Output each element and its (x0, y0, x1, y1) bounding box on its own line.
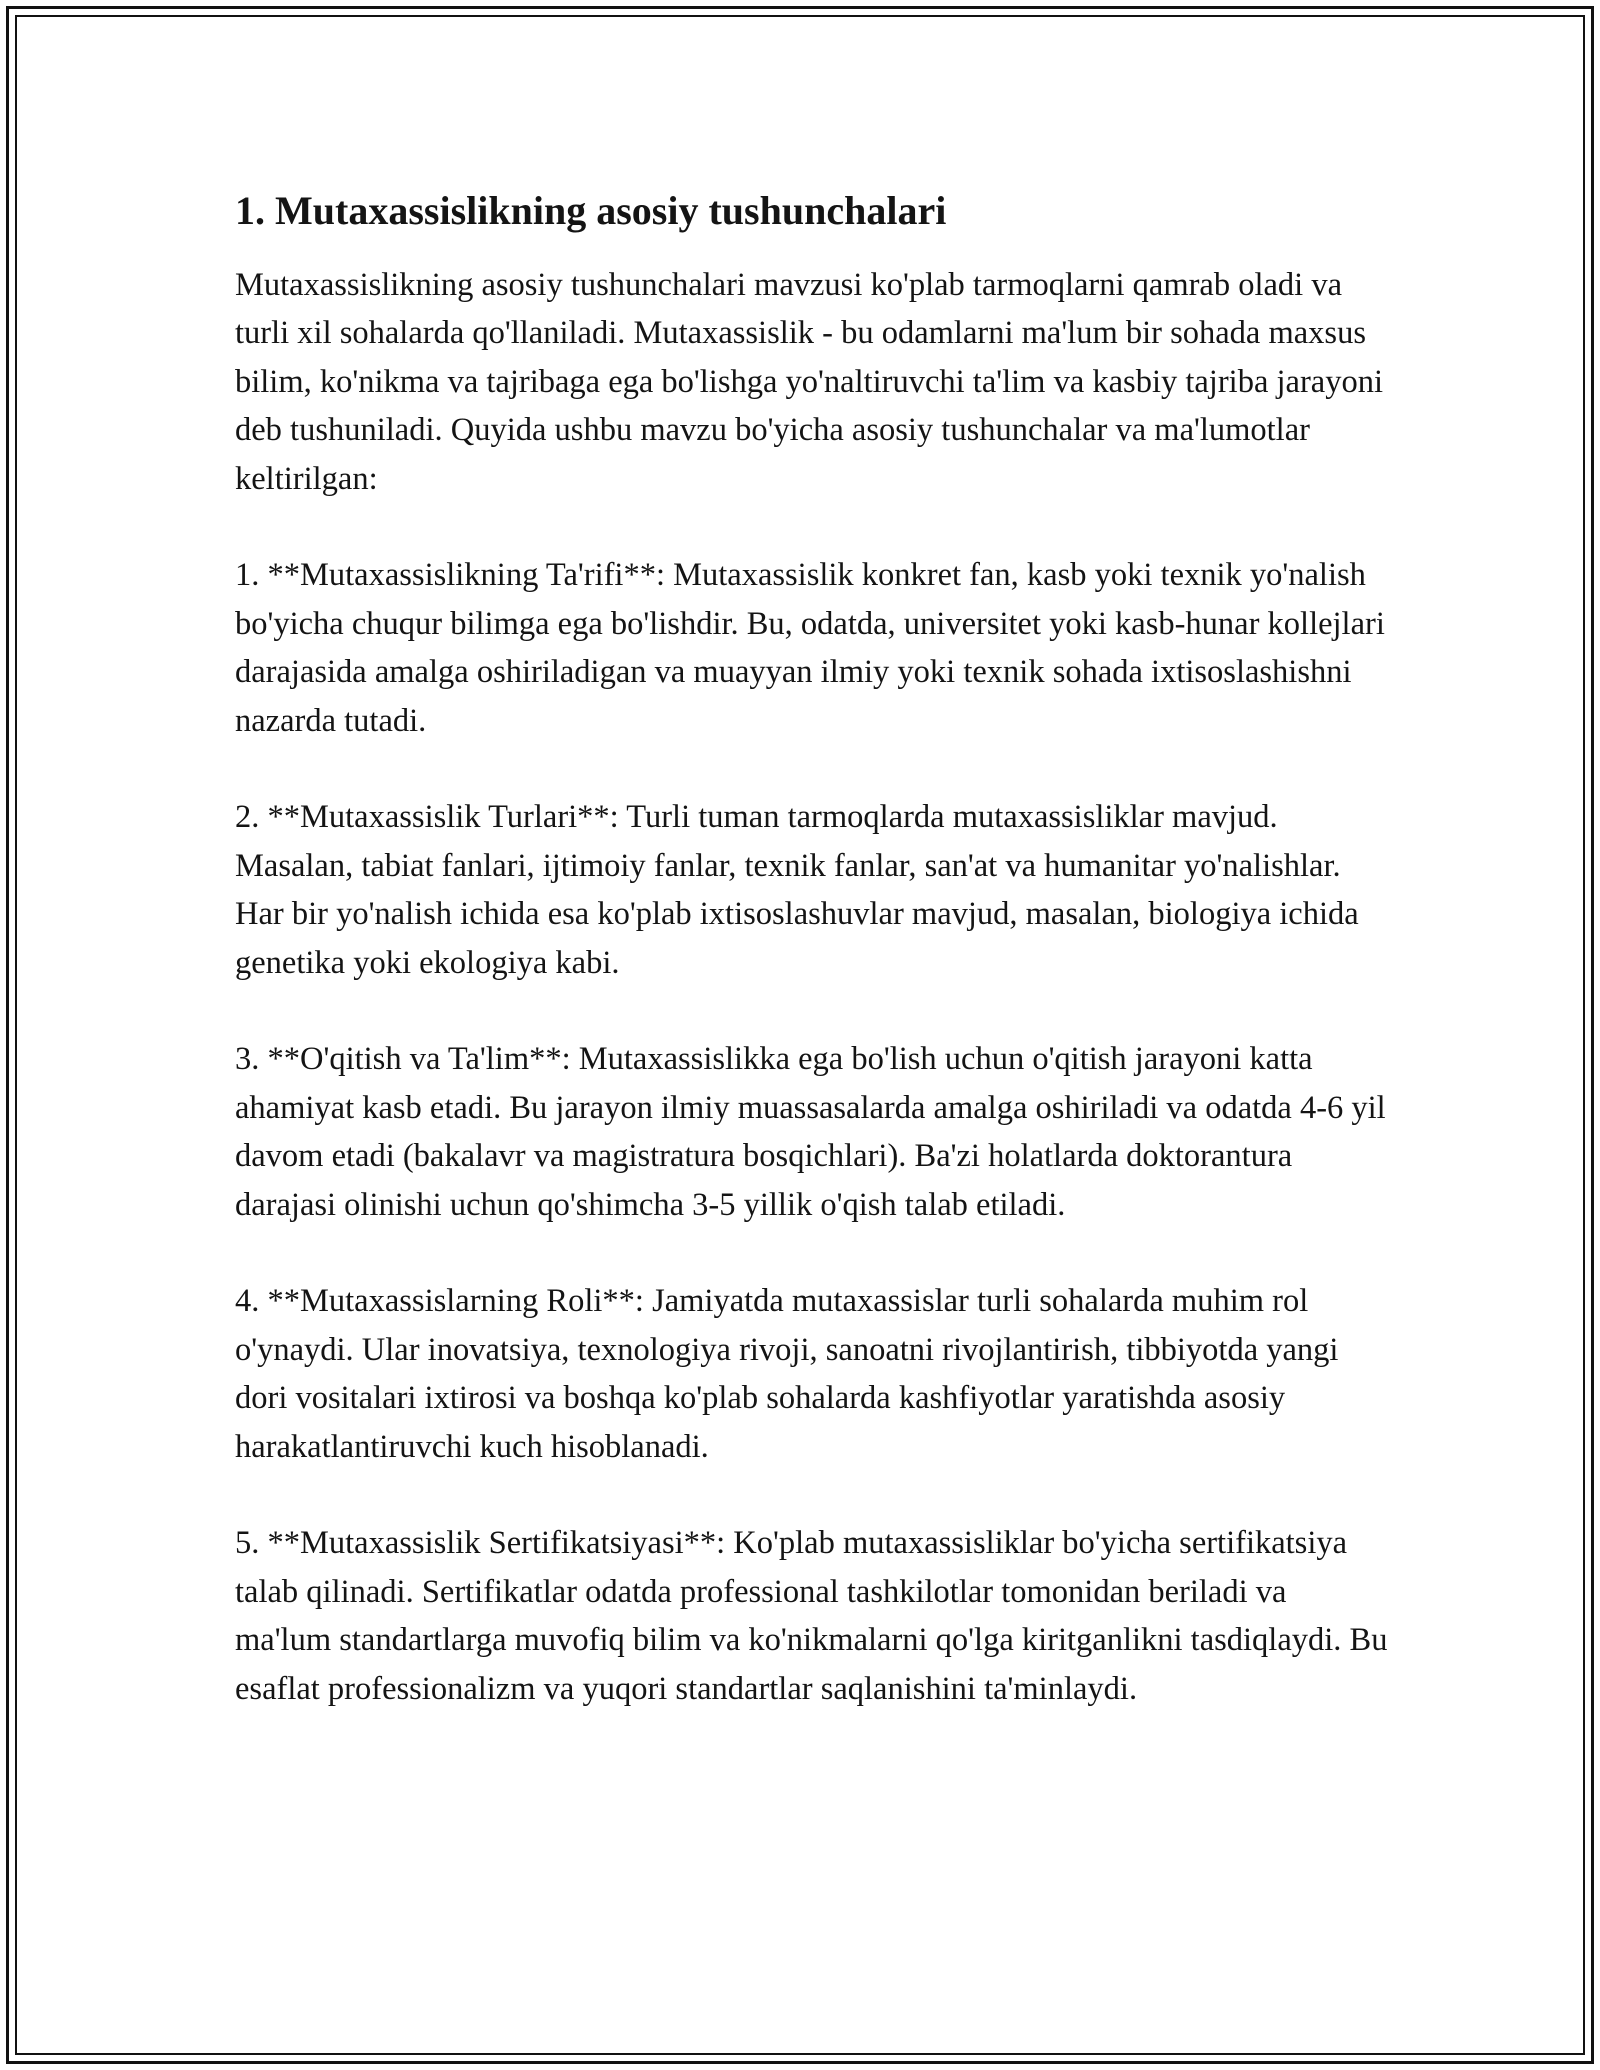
list-item-2: 2. **Mutaxassislik Turlari**: Turli tuman tarmoqlarda mutaxassisliklar mavjud. Masalan, tabiat fanlari, ijtimoiy fanlar, texnik fanlar, san'at va humanitar yo'nalishlar. Har bir yo'nalish ichida esa ko'plab ixtisoslashuvlar mavjud, masalan, biologiya ichida genetika yoki ekologiya kabi. (235, 799, 1359, 981)
page-title: 1. Mutaxassislikning asosiy tushunchalari (235, 188, 947, 233)
intro-paragraph: Mutaxassislikning asosiy tushunchalari mavzusi ko'plab tarmoqlarni qamrab oladi va turli xil sohalarda qo'llaniladi. Mutaxassislik - bu odamlarni ma'lum bir sohada maxsus bilim, ko'nikma va tajribaga ega bo'lishga yo'naltiruvchi ta'lim va kasbiy tajriba jarayoni deb tushuniladi. Quyida ushbu mavzu bo'yicha asosiy tushunchalar va ma'lumotlar keltirilgan: (235, 267, 1383, 497)
document-body (235, 183, 1390, 1713)
list-item-1: 1. **Mutaxassislikning Ta'rifi**: Mutaxassislik konkret fan, kasb yoki texnik yo'nalish bo'yicha chuqur bilimga ega bo'lishdir. Bu, odatda, universitet yoki kasb-hunar kollejlari darajasida amalga oshiriladigan va muayyan ilmiy yoki texnik sohada ixtisoslashishni nazarda tutadi. (235, 557, 1385, 739)
list-item-4: 4. **Mutaxassislarning Roli**: Jamiyatda mutaxassislar turli sohalarda muhim rol o'ynaydi. Ular inovatsiya, texnologiya rivoji, sanoatni rivojlantirish, tibbiyotda yangi dori vositalari ixtirosi va boshqa ko'plab sohalarda kashfiyotlar yaratishda asosiy harakatlantiruvchi kuch hisoblanadi. (235, 1283, 1339, 1465)
list-item-5: 5. **Mutaxassislik Sertifikatsiyasi**: Ko'plab mutaxassisliklar bo'yicha sertifikatsiya talab qilinadi. Sertifikatlar odatda professional tashkilotlar tomonidan beriladi va ma'lum standartlarga muvofiq bilim va ko'nikmalarni qo'lga kiritganlikni tasdiqlaydi. Bu esaflat professionalizm va yuqori standartlar saqlanishini ta'minlaydi. (235, 1525, 1388, 1707)
list-item-3: 3. **O'qitish va Ta'lim**: Mutaxassislikka ega bo'lish uchun o'qitish jarayoni katta ahamiyat kasb etadi. Bu jarayon ilmiy muassasalarda amalga oshiriladi va odatda 4-6 yil davom etadi (bakalavr va magistratura bosqichlari). Ba'zi holatlarda doktorantura darajasi olinishi uchun qo'shimcha 3-5 yillik o'qish talab etiladi. (235, 1041, 1386, 1223)
